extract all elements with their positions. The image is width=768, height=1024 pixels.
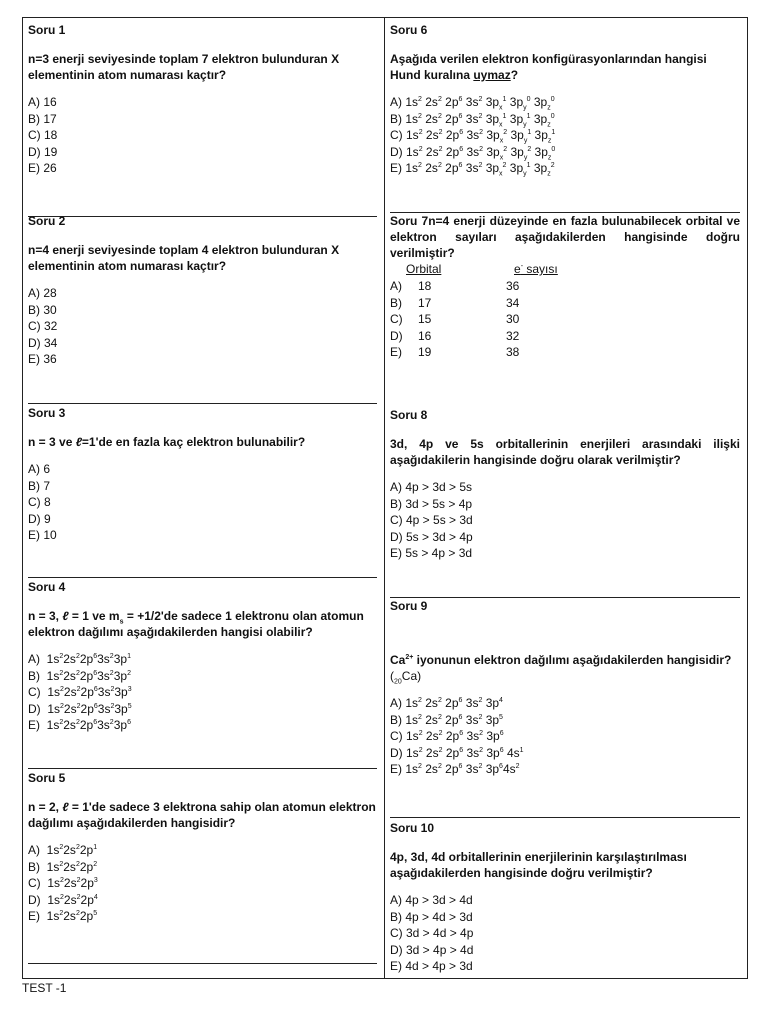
options-list [390,695,740,778]
option-b[interactable]: B) 7 [28,478,51,493]
question-separator [28,403,377,404]
option-e[interactable]: E) 5s > 4p > 3d [390,546,473,561]
option-c[interactable]: C) 32 [28,319,58,334]
option-c[interactable]: C) 15 30 [390,312,520,327]
question-separator [28,768,377,769]
option-b[interactable]: B) 17 [28,111,57,126]
question-title: Soru 1 [28,23,66,37]
option-e[interactable]: E) $1s^22s^22p^5$ [28,909,98,924]
option-a[interactable]: A) $1s^22s^22p^1$ [28,843,98,857]
option-b[interactable]: B) $1s^22s^22p^63s^23p^2$ [28,668,131,683]
question-text: 4p, 3d, 4d orbitallerinin enerjilerinin karşılaştırılması aşağıdakilerden hangisinde doğru verilmiştir? [390,850,687,880]
footer-test-label: TEST -1 [22,981,67,995]
option-d[interactable]: D) 5s > 3d > 4p [390,529,473,544]
question-7 [390,213,740,361]
option-c[interactable]: C) 4p > 5s > 3d [390,513,473,528]
option-d[interactable]: D) 9 [28,511,51,526]
column-orbital: Orbital [406,262,442,276]
question-2 [28,213,378,368]
option-c[interactable]: C) $1s^2$ $2s^2$ $2p^6$ $3s^2$ $3p_x^2$ $3p_y^1$ $3p_z^1$ [390,128,556,145]
question-title: Soru 6 [390,23,428,37]
option-a[interactable]: A) $1s^22s^22p^63s^23p^1$ [28,652,131,666]
question-4 [28,579,378,734]
question-9 [390,598,740,778]
options-list [28,842,378,925]
option-b[interactable]: B) $1s^2$ $2s^2$ $2p^6$ $3s^2$ $3p_x^1$ $3p_y^1$ $3p_z^0$ [390,111,555,128]
options-list [28,94,378,177]
option-d[interactable]: D) $1s^22s^22p^4$ [28,892,98,907]
question-6 [390,22,740,177]
question-text: n = 3 ve ℓ=1'de en fazla kaç elektron bulunabilir? [28,435,306,449]
question-text: n = 2, ℓ = 1'de sadece 3 elektrona sahip olan atomun elektron dağılımı aşağıdakilerden hangisidir? [28,800,376,830]
question-title: Soru 2 [28,214,66,228]
question-10 [390,820,740,975]
option-b[interactable]: B) $1s^2$ $2s^2$ $2p^6$ $3s^2$ $3p^5$ [390,712,503,727]
question-title: Soru 8 [390,408,428,422]
question-title: Soru 3 [28,406,66,420]
option-c[interactable]: C) 3d > 4d > 4p [390,926,474,941]
option-e[interactable]: E) $1s^22s^22p^63s^23p^6$ [28,718,131,733]
question-text: n = 3, ℓ = 1 ve $m_s = +1/2'de$ sadece 1 elektronu olan atomun elektron dağılımı aşağıdakilerden hangisi olabilir? [28,609,364,639]
question-text: n=4 enerji seviyesinde toplam 4 elektron bulunduran X elementinin atom numarası kaçtır? [28,243,340,273]
option-a[interactable]: A) 4p > 3d > 4d [390,893,473,907]
option-b[interactable]: B) 17 34 [390,295,520,310]
option-a[interactable]: A) 4p > 3d > 5s [390,480,473,494]
option-d[interactable]: D) 16 32 [390,328,520,343]
option-a[interactable]: A) $1s^2$ $2s^2$ $2p^6$ $3s^2$ $3p_x^1$ $3p_y^0$ $3p_z^0$ [390,95,555,112]
option-e[interactable]: E) 19 38 [390,345,520,360]
column-divider [384,17,385,979]
option-e[interactable]: E) 10 [28,528,57,543]
option-c[interactable]: C) $1s^22s^22p^3$ [28,876,98,891]
options-list [390,892,740,975]
options-list [28,285,378,368]
option-c[interactable]: C) $1s^22s^22p^63s^23p^3$ [28,685,132,700]
option-b[interactable]: B) 4p > 4d > 3d [390,909,473,924]
option-e[interactable]: E) 4d > 4p > 3d [390,959,473,974]
options-list [390,479,740,562]
question-text: 3d, 4p ve 5s orbitallerinin enerjileri arasındaki ilişki aşağıdakilerin hangisinde doğru olarak verilmiştir? [390,437,740,467]
option-e[interactable]: E) $1s^2$ $2s^2$ $2p^6$ $3s^2$ $3p_x^2$ $3p_y^1$ $3p_z^2$ [390,161,555,178]
option-e[interactable]: E) 36 [28,352,57,367]
column-electron-count: e- sayısı [514,262,558,276]
option-a[interactable]: A) 28 [28,286,57,300]
question-separator [28,963,377,964]
option-b[interactable]: B) 30 [28,302,57,317]
option-c[interactable]: C) 18 [28,128,58,143]
option-e[interactable]: E) 26 [28,161,57,176]
question-separator [390,817,740,818]
question-5 [28,770,378,925]
question-text: Soru 7n=4 enerji düzeyinde en fazla bulunabilecek orbital ve elektron sayıları aşağıdakilerden hangisinde doğru verilmiştir? [390,214,740,260]
question-text: $Ca^{2+}$ iyonunun elektron dağılımı aşağıdakilerden hangisidir? $(_{20}Ca)$ [390,653,732,686]
option-a[interactable]: A) 6 [28,462,51,476]
option-e[interactable]: E) $1s^2$ $2s^2$ $2p^6$ $3s^2$ $3p^64s^2$ [390,762,520,777]
options-list [390,94,740,177]
question-text: n=3 enerji seviyesinde toplam 7 elektron bulunduran X elementinin atom numarası kaçtır? [28,52,340,82]
option-c[interactable]: C) $1s^2$ $2s^2$ $2p^6$ $3s^2$ $3p^6$ [390,729,504,744]
question-title: Soru 4 [28,580,66,594]
option-b[interactable]: B) 3d > 5s > 4p [390,496,473,511]
option-d[interactable]: D) $1s^2$ $2s^2$ $2p^6$ $3s^2$ $3p_x^2$ $3p_y^2$ $3p_z^0$ [390,144,556,162]
option-b[interactable]: B) $1s^22s^22p^2$ [28,859,98,874]
option-a[interactable]: A) 18 36 [390,279,520,293]
option-a[interactable]: A) 16 [28,95,57,109]
question-title: Soru 10 [390,821,435,835]
question-title: Soru 9 [390,599,428,613]
question-text: Aşağıda verilen elektron konfigürasyonlarından hangisi Hund kuralına uymaz? [390,52,707,82]
question-1 [28,22,378,177]
option-a[interactable]: A) $1s^2$ $2s^2$ $2p^6$ $3s^2$ $3p^4$ [390,696,503,710]
options-list [28,651,378,734]
option-d[interactable]: D) $1s^22s^22p^63s^23p^5$ [28,701,132,716]
option-d[interactable]: D) 3d > 4p > 4d [390,942,474,957]
options-list [28,461,378,544]
question-8 [390,407,740,562]
option-d[interactable]: D) $1s^2$ $2s^2$ $2p^6$ $3s^2$ $3p^6$ $4s^1$ [390,745,524,760]
question-separator [28,577,377,578]
table-header [390,262,740,276]
options-list [390,278,740,361]
option-d[interactable]: D) 34 [28,335,58,350]
option-d[interactable]: D) 19 [28,144,58,159]
option-c[interactable]: C) 8 [28,495,51,510]
question-title: Soru 5 [28,771,66,785]
question-3 [28,405,378,544]
